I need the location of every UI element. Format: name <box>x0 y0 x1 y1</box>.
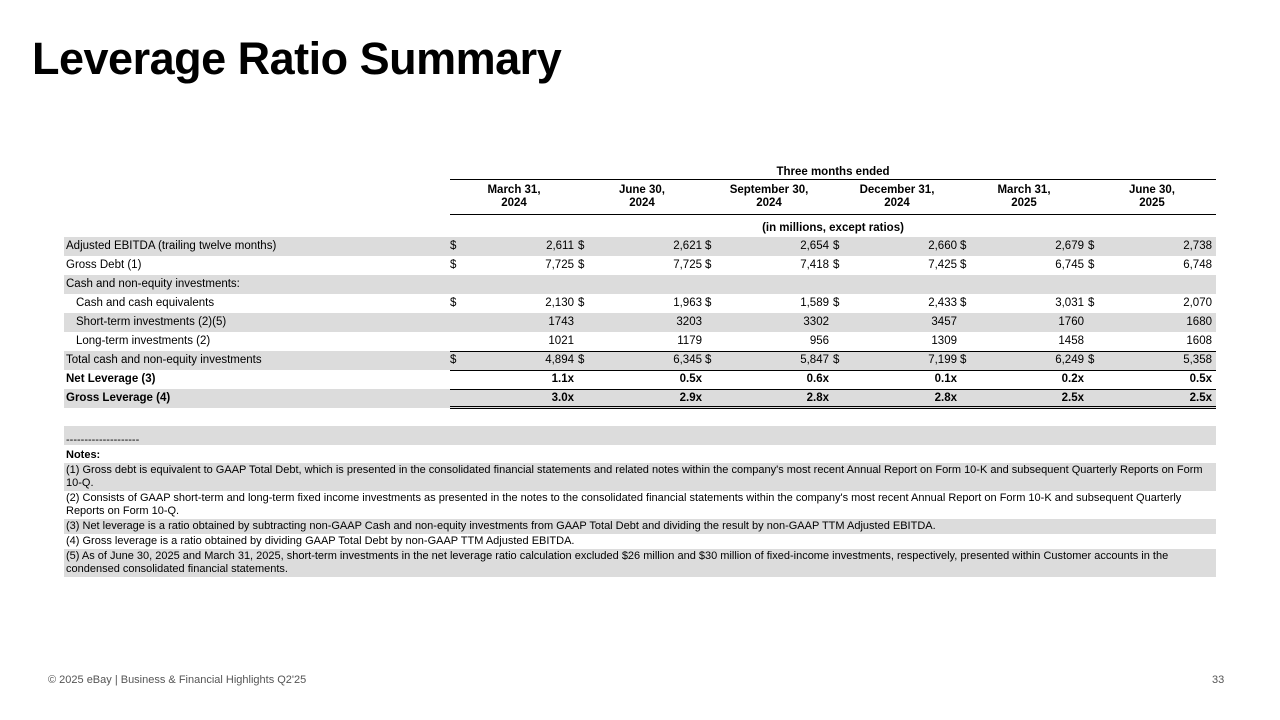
table-cell <box>833 392 959 406</box>
cell-value: 1608 <box>1186 335 1212 347</box>
currency-symbol: $ <box>705 354 712 366</box>
table-row <box>64 294 1216 313</box>
cell-value: 0.1x <box>934 373 957 385</box>
cell-value: 2,654 <box>800 240 829 252</box>
table-cell <box>960 354 1086 368</box>
table-rule <box>450 408 1216 409</box>
note-item: (4) Gross leverage is a ratio obtained by dividing GAAP Total Debt by non-GAAP TTM Adjusted EBITDA. <box>66 535 575 547</box>
table-rule <box>450 389 1216 390</box>
table-row <box>64 370 1216 389</box>
currency-symbol: $ <box>578 297 585 309</box>
table-cell <box>450 316 576 330</box>
table-row <box>64 332 1216 351</box>
period-header: Three months ended <box>776 166 890 178</box>
table-cell <box>960 278 1086 292</box>
table-cell <box>1088 335 1214 349</box>
row-label: Cash and cash equivalents <box>76 297 215 309</box>
table-row <box>64 275 1216 294</box>
column-header: December 31, 2024 <box>859 184 935 209</box>
cell-value: 3203 <box>676 316 702 328</box>
page-number: 33 <box>1212 674 1225 686</box>
table-rule <box>450 406 1216 407</box>
table-cell <box>1088 392 1214 406</box>
table-cell <box>1088 259 1214 273</box>
cell-value: 2,433 <box>928 297 957 309</box>
table-cell <box>705 316 831 330</box>
cell-value: 3302 <box>803 316 829 328</box>
row-label: Total cash and non-equity investments <box>66 354 262 366</box>
table-cell <box>450 392 576 406</box>
row-label: Cash and non-equity investments: <box>66 278 240 290</box>
cell-value: 3,031 <box>1055 297 1084 309</box>
cell-value: 7,418 <box>800 259 829 271</box>
cell-value: 2,621 <box>673 240 702 252</box>
cell-value: 6,745 <box>1055 259 1084 271</box>
table-cell <box>1088 278 1214 292</box>
cell-value: 3457 <box>931 316 957 328</box>
table-cell <box>960 373 1086 387</box>
column-header: September 30, 2024 <box>729 184 809 209</box>
table-cell <box>578 373 704 387</box>
cell-value: 7,425 <box>928 259 957 271</box>
table-rule <box>450 370 1216 371</box>
currency-symbol: $ <box>960 259 967 271</box>
currency-symbol: $ <box>450 240 457 252</box>
cell-value: 2,130 <box>545 297 574 309</box>
column-header: June 30, 2025 <box>1128 184 1176 209</box>
cell-value: 7,725 <box>673 259 702 271</box>
currency-symbol: $ <box>450 259 457 271</box>
units-note: (in millions, except ratios) <box>762 222 904 234</box>
table-cell <box>1088 373 1214 387</box>
cell-value: 1309 <box>931 335 957 347</box>
currency-symbol: $ <box>705 297 712 309</box>
cell-value: 6,345 <box>673 354 702 366</box>
row-label: Gross Leverage (4) <box>66 392 171 404</box>
currency-symbol: $ <box>578 259 585 271</box>
table-cell <box>705 335 831 349</box>
currency-symbol: $ <box>705 259 712 271</box>
cell-value: 1,963 <box>673 297 702 309</box>
cell-value: 2.5x <box>1061 392 1084 404</box>
table-cell <box>833 240 959 254</box>
cell-value: 0.5x <box>679 373 702 385</box>
table-row <box>64 256 1216 275</box>
table-row <box>64 237 1216 256</box>
row-label: Adjusted EBITDA (trailing twelve months) <box>66 240 277 252</box>
currency-symbol: $ <box>833 259 840 271</box>
column-header: June 30, 2024 <box>618 184 666 209</box>
cell-value: 1458 <box>1058 335 1084 347</box>
table-cell <box>705 373 831 387</box>
cell-value: 6,748 <box>1183 259 1212 271</box>
cell-value: 956 <box>809 335 829 347</box>
currency-symbol: $ <box>960 297 967 309</box>
note-item: (5) As of June 30, 2025 and March 31, 2025, short-term investments in the net leverage ratio calculation excluded $26 million and $30 million of fixed-income investments, respectively, presented within Customer accounts in the condensed consolidated financial statements. <box>64 549 1216 577</box>
table-cell <box>1088 354 1214 368</box>
row-label: Net Leverage (3) <box>66 373 156 385</box>
table-cell <box>833 354 959 368</box>
currency-symbol: $ <box>450 297 457 309</box>
cell-value: 2,660 <box>928 240 957 252</box>
cell-value: 2.8x <box>934 392 957 404</box>
table-cell <box>960 259 1086 273</box>
table-cell <box>578 354 704 368</box>
cell-value: 2.8x <box>806 392 829 404</box>
currency-symbol: $ <box>833 297 840 309</box>
table-cell <box>705 354 831 368</box>
table-cell <box>578 259 704 273</box>
table-cell <box>833 297 959 311</box>
currency-symbol: $ <box>578 240 585 252</box>
cell-value: 2,738 <box>1183 240 1212 252</box>
cell-value: 7,199 <box>928 354 957 366</box>
table-cell <box>578 278 704 292</box>
table-cell <box>450 259 576 273</box>
currency-symbol: $ <box>960 354 967 366</box>
table-cell <box>960 297 1086 311</box>
cell-value: 1,589 <box>800 297 829 309</box>
table-cell <box>450 240 576 254</box>
cell-value: 0.2x <box>1061 373 1084 385</box>
table-row <box>64 351 1216 370</box>
cell-value: 7,725 <box>545 259 574 271</box>
table-cell <box>960 392 1086 406</box>
currency-symbol: $ <box>1088 354 1095 366</box>
table-cell <box>705 297 831 311</box>
cell-value: 5,358 <box>1183 354 1212 366</box>
table-cell <box>833 278 959 292</box>
cell-value: 5,847 <box>800 354 829 366</box>
notes-separator: -------------------- <box>64 426 1216 445</box>
cell-value: 1760 <box>1058 316 1084 328</box>
notes <box>64 448 1216 577</box>
notes-heading: Notes: <box>66 449 101 461</box>
footer-text: © 2025 eBay | Business & Financial Highlights Q2'25 <box>48 674 307 686</box>
table-cell <box>705 392 831 406</box>
cell-value: 3.0x <box>551 392 574 404</box>
column-header: March 31, 2025 <box>997 184 1051 209</box>
table-cell <box>450 297 576 311</box>
cell-value: 1021 <box>548 335 574 347</box>
table-rule <box>450 351 1216 352</box>
table-cell <box>705 240 831 254</box>
table-cell <box>450 335 576 349</box>
cell-value: 2,070 <box>1183 297 1212 309</box>
currency-symbol: $ <box>1088 297 1095 309</box>
cell-value: 4,894 <box>545 354 574 366</box>
table-cell <box>960 335 1086 349</box>
cell-value: 1.1x <box>551 373 574 385</box>
table-cell <box>1088 297 1214 311</box>
cell-value: 1680 <box>1186 316 1212 328</box>
header-rule <box>450 179 1216 180</box>
note-item: (3) Net leverage is a ratio obtained by subtracting non-GAAP Cash and non-equity investments from GAAP Total Debt and dividing the result by non-GAAP TTM Adjusted EBITDA. <box>64 519 1216 534</box>
column-header: March 31, 2024 <box>487 184 541 209</box>
row-label: Long-term investments (2) <box>76 335 211 347</box>
cell-value: 6,249 <box>1055 354 1084 366</box>
header-rule <box>450 214 1216 215</box>
currency-symbol: $ <box>1088 259 1095 271</box>
table-cell <box>450 278 576 292</box>
table-cell <box>833 316 959 330</box>
currency-symbol: $ <box>960 240 967 252</box>
cell-value: 1743 <box>548 316 574 328</box>
currency-symbol: $ <box>1088 240 1095 252</box>
cell-value: 2.9x <box>679 392 702 404</box>
table-cell <box>578 240 704 254</box>
table-cell <box>1088 240 1214 254</box>
row-label: Short-term investments (2)(5) <box>76 316 227 328</box>
page-title: Leverage Ratio Summary <box>32 33 562 84</box>
table-cell <box>578 392 704 406</box>
currency-symbol: $ <box>833 240 840 252</box>
table-row <box>64 313 1216 332</box>
table-cell <box>833 373 959 387</box>
cell-value: 0.5x <box>1189 373 1212 385</box>
table-cell <box>578 335 704 349</box>
cell-value: 1179 <box>677 335 702 347</box>
cell-value: 0.6x <box>806 373 829 385</box>
currency-symbol: $ <box>450 354 457 366</box>
table-cell <box>833 259 959 273</box>
cell-value: 2,611 <box>546 240 574 252</box>
table-cell <box>578 316 704 330</box>
note-item: (1) Gross debt is equivalent to GAAP Total Debt, which is presented in the consolidated financial statements and related notes within the company's most recent Annual Report on Form 10-K and subsequent Quarterly Reports on Form 10-Q. <box>64 463 1216 491</box>
cell-value: 2,679 <box>1055 240 1084 252</box>
note-item: (2) Consists of GAAP short-term and long-term fixed income investments as presented in the notes to the consolidated financial statements within the company's most recent Annual Report on Form 10-K and subsequent Quarterly Reports on Form 10-Q. <box>66 492 1182 517</box>
table-cell <box>705 259 831 273</box>
table-cell <box>705 278 831 292</box>
currency-symbol: $ <box>833 354 840 366</box>
table-cell <box>450 354 576 368</box>
currency-symbol: $ <box>578 354 585 366</box>
table-cell <box>1088 316 1214 330</box>
currency-symbol: $ <box>705 240 712 252</box>
table-cell <box>450 373 576 387</box>
table-cell <box>960 240 1086 254</box>
row-label: Gross Debt (1) <box>66 259 142 271</box>
table-cell <box>578 297 704 311</box>
table-cell <box>960 316 1086 330</box>
table-cell <box>833 335 959 349</box>
cell-value: 2.5x <box>1189 392 1212 404</box>
